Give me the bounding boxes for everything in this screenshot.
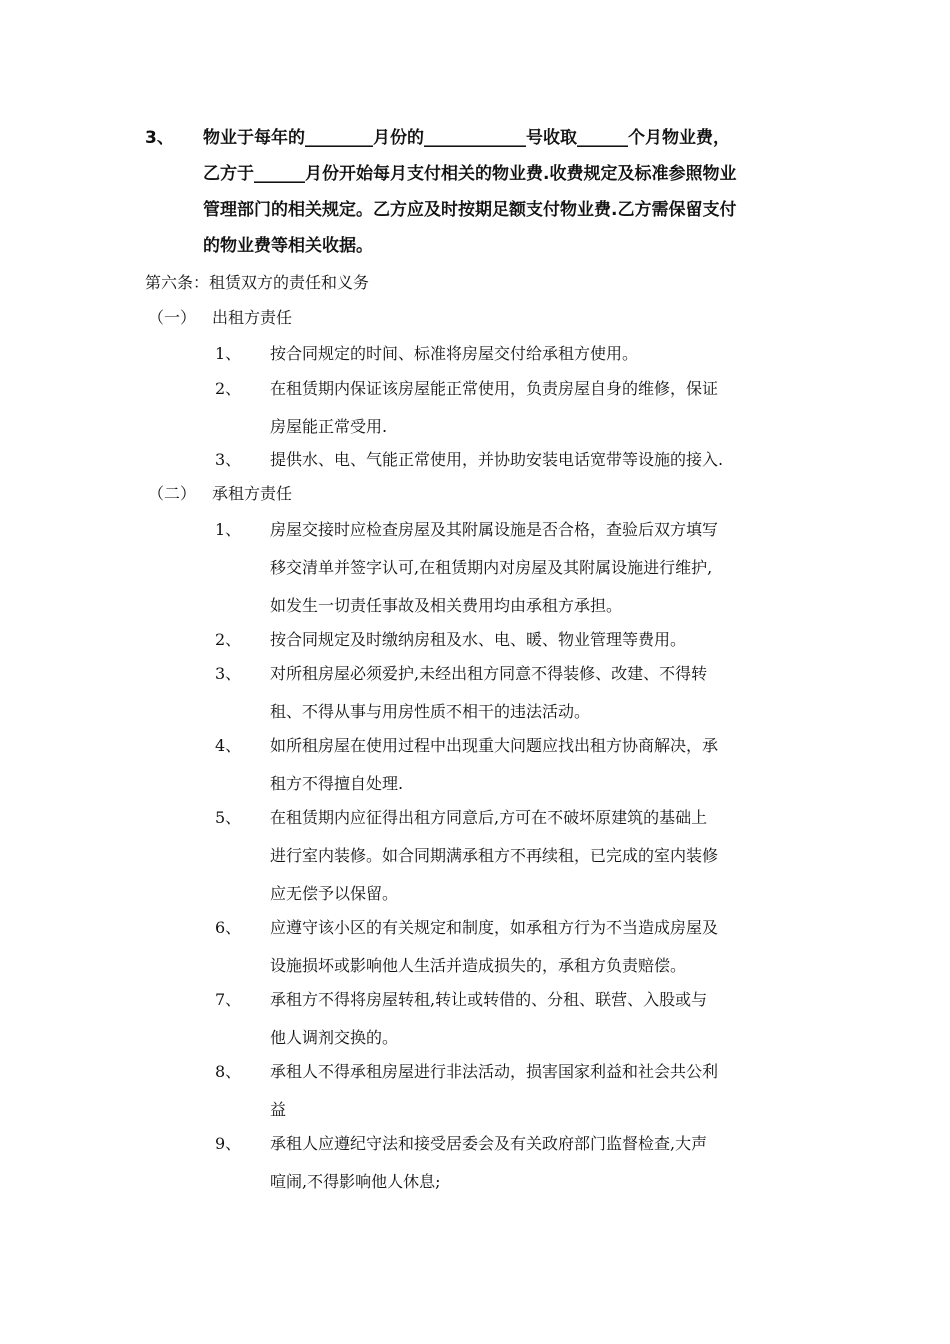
section-number: （一）: [148, 308, 197, 327]
lessee-item: [215, 621, 815, 659]
item-line: 进行室内装修。如合同期满承租方不再续租，已完成的室内装修: [270, 846, 719, 865]
item-line: 移交清单并签字认可,在租赁期内对房屋及其附属设施进行维护,: [270, 558, 713, 577]
item-number: 7、: [215, 990, 242, 1009]
item-number: 3、: [215, 664, 242, 683]
item-line: 如所租房屋在使用过程中出现重大问题应找出租方协商解决，承: [270, 736, 719, 755]
lessee-item: [215, 727, 815, 803]
clause-3-line: 物业于每年的________月份的____________号收取______个月物业费，: [203, 128, 730, 148]
item-number: 1、: [215, 344, 242, 363]
item-line: 承租方不得将房屋转租,转让或转借的、分租、联营、入股或与: [270, 990, 708, 1009]
lessee-item: [215, 799, 815, 913]
section-number: （二）: [148, 484, 197, 503]
item-line: 益: [270, 1100, 287, 1119]
item-line: 设施损坏或影响他人生活并造成损失的，承租方负责赔偿。: [270, 956, 687, 975]
item-line: 提供水、电、气能正常使用，并协助安装电话宽带等设施的接入.: [270, 450, 724, 469]
item-line: 承租人不得承租房屋进行非法活动，损害国家利益和社会共公利: [270, 1062, 719, 1081]
item-line: 他人调剂交换的。: [270, 1028, 399, 1047]
clause-3-line: 乙方于______月份开始每月支付相关的物业费.收费规定及标准参照物业: [203, 164, 737, 184]
section-title: 出租方责任: [212, 308, 293, 327]
item-number: 6、: [215, 918, 242, 937]
item-number: 2、: [215, 379, 242, 398]
item-line: 承租人应遵纪守法和接受居委会及有关政府部门监督检查,大声: [270, 1134, 708, 1153]
item-number: 3、: [215, 450, 242, 469]
lessor-item: [215, 441, 815, 479]
item-line: 房屋交接时应检查房屋及其附属设施是否合格，查验后双方填写: [270, 520, 719, 539]
lessor-item: [215, 335, 815, 373]
item-number: 9、: [215, 1134, 242, 1153]
clause-3: [145, 120, 825, 264]
item-line: 喧闹,不得影响他人休息;: [270, 1172, 441, 1191]
clause-3-number: 3、: [145, 128, 174, 148]
clause-3-line: 的物业费等相关收据。: [203, 236, 373, 256]
lessee-item: [215, 1125, 815, 1201]
item-line: 按合同规定的时间、标准将房屋交付给承租方使用。: [270, 344, 639, 363]
section-title: 承租方责任: [212, 484, 293, 503]
lessee-item: [215, 655, 815, 731]
item-number: 5、: [215, 808, 242, 827]
item-number: 8、: [215, 1062, 242, 1081]
lessee-item: [215, 1053, 815, 1129]
item-line: 在租赁期内保证该房屋能正常使用，负责房屋自身的维修，保证: [270, 379, 719, 398]
item-line: 如发生一切责任事故及相关费用均由承租方承担。: [270, 596, 623, 615]
clause-3-body: [203, 120, 815, 264]
item-number: 1、: [215, 520, 242, 539]
lessee-item: [215, 981, 815, 1057]
item-line: 在租赁期内应征得出租方同意后,方可在不破坏原建筑的基础上: [270, 808, 708, 827]
lessee-item: [215, 909, 815, 985]
section-lessor-heading: [148, 303, 292, 333]
item-line: 房屋能正常受用.: [270, 417, 388, 436]
item-number: 4、: [215, 736, 242, 755]
item-line: 对所租房屋必须爱护,未经出租方同意不得装修、改建、不得转: [270, 664, 708, 683]
item-line: 按合同规定及时缴纳房租及水、电、暖、物业管理等费用。: [270, 630, 687, 649]
article-6-heading: 第六条：租赁双方的责任和义务: [145, 273, 370, 292]
lessor-item: [215, 370, 815, 446]
item-line: 应无偿予以保留。: [270, 884, 399, 903]
item-line: 租、不得从事与用房性质不相干的违法活动。: [270, 702, 591, 721]
lessee-item: [215, 511, 815, 625]
item-number: 2、: [215, 630, 242, 649]
item-line: 应遵守该小区的有关规定和制度，如承租方行为不当造成房屋及: [270, 918, 719, 937]
section-lessee-heading: [148, 479, 292, 509]
item-line: 租方不得擅自处理.: [270, 774, 404, 793]
clause-3-line: 管理部门的相关规定。乙方应及时按期足额支付物业费.乙方需保留支付: [203, 200, 737, 220]
